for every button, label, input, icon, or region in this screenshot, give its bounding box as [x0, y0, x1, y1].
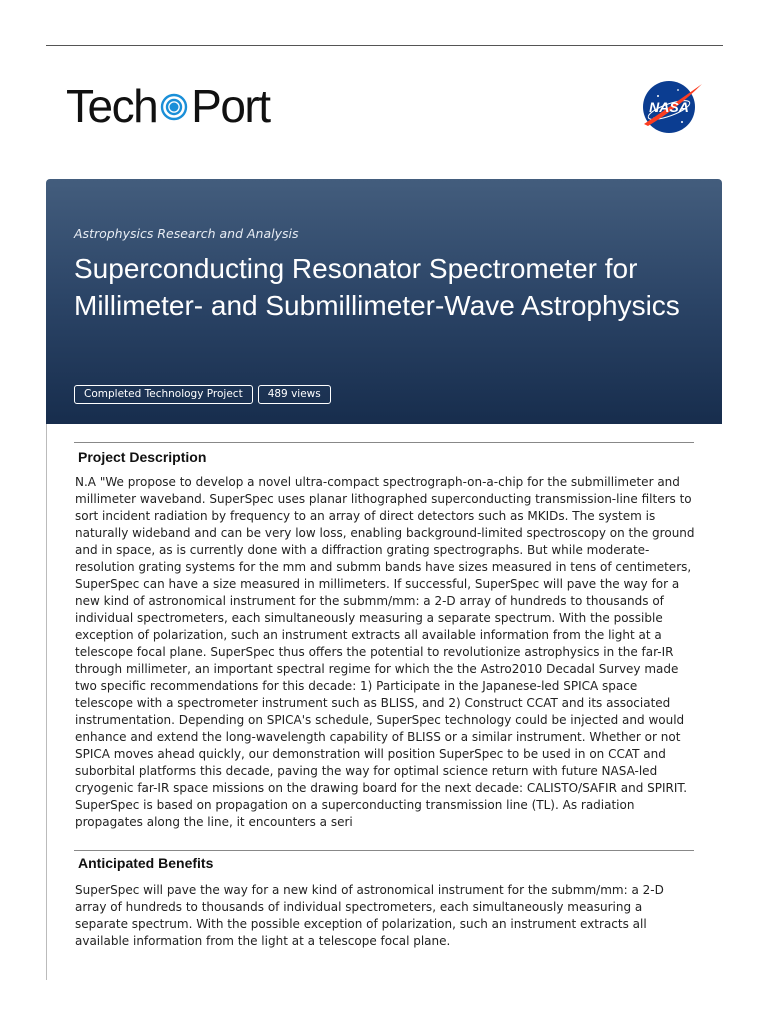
description-heading: Project Description [78, 449, 207, 465]
benefits-body: SuperSpec will pave the way for a new kind of astronomical instrument for the submm/mm: a 2-D array of hundreds to thousands of individual spectrometers, each simultaneously measuring a separate spectrum. With the possible exception of polarization, such an instrument extracts all available information from the light at a telescope focal plane. [75, 883, 664, 948]
project-hero [46, 179, 722, 424]
description-body: N.A "We propose to develop a novel ultra-compact spectrograph-on-a-chip for the submillimeter and millimeter waveband. SuperSpec uses planar lithographed superconducting transmission-line filters to sort incident radiation by frequency to an array of direct detectors such as MKIDs. The system is naturally wideband and can be very low loss, enabling background-limited spectroscopy on the ground and in space, as is currently done with a diffraction grating spectrographs. But while moderate-resolution grating systems for the mm and submm bands have sizes measured in tens of centimeters, SuperSpec can have a size measured in millimeters. If successful, SuperSpec will pave the way for a new kind of astronomical instrument for the submm/mm: a 2-D array of hundreds to thousands of individual spectrometers, each simultaneously measuring a separate spectrum. With the possible exception of polarization, such an instrument extracts all available information from the light at a telescope focal plane. SuperSpec thus offers the potential to revolutionize astrophysics in the far-IR through millimeter, an important spectral regime for which the the Astro2010 Decadal Survey made two specific recommendations for this decade: 1) Participate in the Japanese-led SPICA space telescope with a spectrometer instrument such as BLISS, and 2) Construct CCAT and its associated instrumentation. Depending on SPICA's schedule, SuperSpec technology could be injected and would enhance and extend the long-wavelength capability of BLISS or a similar instrument. Whether or not SPICA moves ahead quickly, our demonstration will position SuperSpec to be used in on CCAT and suborbital platforms this decade, paving the way for optimal science return with future NASA-led cryogenic far-IR space missions on the drawing board for the next decade: CALISTO/SAFIR and SPIRIT. SuperSpec is based on propagation on a superconducting transmission line (TL). As radiation propagates along the line, it encounters a seri [75, 475, 695, 829]
project-title: Superconducting Resonator Spectrometer for Millimeter- and Submillimeter-Wave Astrophysics [74, 253, 680, 321]
logo-text-port: Port [191, 80, 270, 132]
description-divider [74, 442, 694, 443]
nasa-wordmark: NASA [649, 99, 689, 115]
top-divider [46, 45, 723, 46]
project-category[interactable]: Astrophysics Research and Analysis [74, 226, 299, 241]
nasa-meatball-logo[interactable] [638, 78, 704, 136]
benefits-divider [74, 850, 694, 851]
views-badge: 489 views [258, 385, 331, 404]
content-left-border [46, 424, 47, 980]
benefits-heading: Anticipated Benefits [78, 855, 214, 871]
logo-text-tech: Tech [66, 80, 158, 132]
status-badge: Completed Technology Project [74, 385, 253, 404]
techport-logo[interactable] [66, 80, 270, 132]
project-badges [74, 385, 331, 404]
techport-signal-icon [158, 86, 190, 126]
